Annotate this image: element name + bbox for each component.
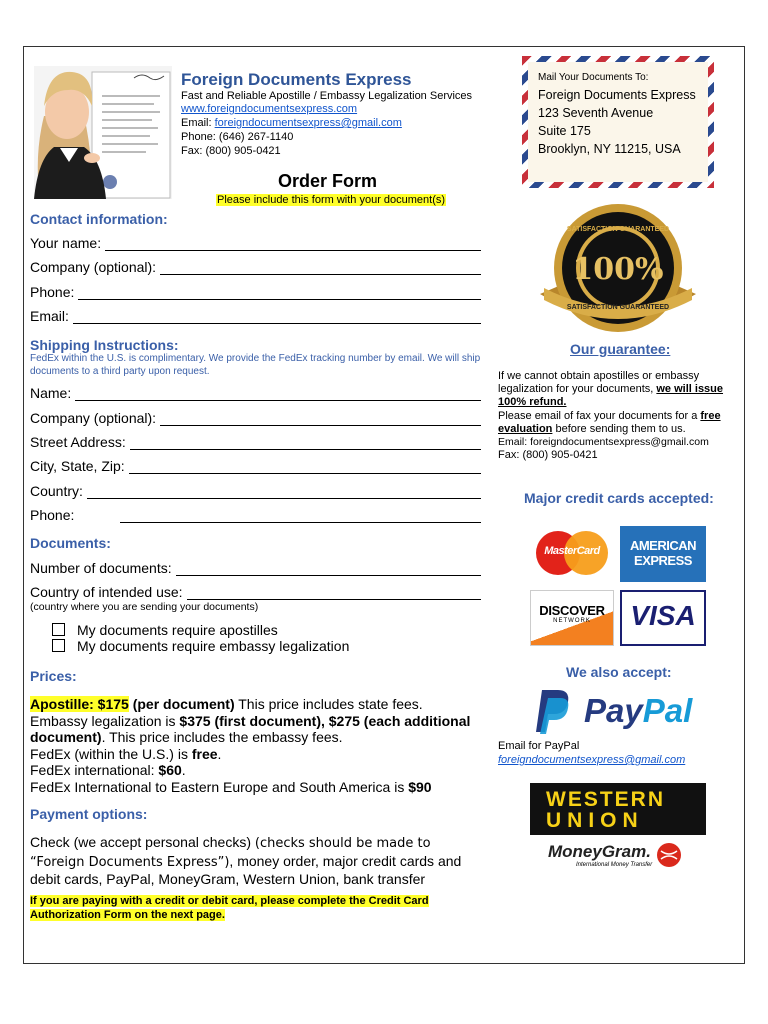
payment-text-a: Check (we accept personal checks) xyxy=(30,834,255,850)
ship-phone-line[interactable] xyxy=(120,508,481,523)
price-apostille: Apostille: $175 xyxy=(30,696,129,712)
paypal-email-link[interactable]: foreigndocumentsexpress@gmail.com xyxy=(498,754,686,766)
discover-text: DISCOVER xyxy=(539,603,605,618)
seal-bottom-text: SATISFACTION GUARANTEED xyxy=(566,304,670,311)
price-eu-b: $90 xyxy=(408,778,432,795)
price-intl-c: . xyxy=(181,762,186,778)
moneygram-globe-icon xyxy=(656,842,682,868)
ship-name-field[interactable] xyxy=(30,385,481,401)
apostille-checkbox[interactable] xyxy=(52,623,65,636)
discover-logo xyxy=(530,590,614,646)
your-name-field[interactable] xyxy=(30,235,481,251)
contact-heading: Contact information: xyxy=(30,211,168,227)
card-notice-text: If you are paying with a credit or debit card, please complete the Credit Card Authorization Form on the next page. xyxy=(30,895,429,921)
paypal-word-pal: Pal xyxy=(642,692,693,729)
ship-company-line[interactable] xyxy=(160,411,481,426)
western-union-logo xyxy=(530,783,706,835)
doc-country-field[interactable] xyxy=(30,584,481,600)
paypal-logo xyxy=(534,688,704,736)
doc-country-label: Country of intended use: xyxy=(30,584,183,600)
price-fedex-line xyxy=(30,746,480,763)
option-embassy[interactable] xyxy=(52,638,349,654)
discover-sub: NETWORK xyxy=(553,618,591,624)
price-fedex-c: . xyxy=(217,745,222,762)
paypal-word-pay: Pay xyxy=(584,692,643,729)
doc-count-line[interactable] xyxy=(176,561,481,576)
mail-line2: 123 Seventh Avenue xyxy=(538,106,654,120)
price-eu-a: FedEx International to Eastern Europe and South America is xyxy=(30,778,409,795)
contact-company-field[interactable] xyxy=(30,259,481,275)
doc-country-note: (country where you are sending your documents) xyxy=(30,601,259,613)
documents-heading: Documents: xyxy=(30,535,111,551)
visa-text: VISA xyxy=(630,600,696,631)
contact-email-line[interactable] xyxy=(73,309,481,324)
ship-name-label: Name: xyxy=(30,385,72,401)
guarantee-t4: free evaluation xyxy=(498,409,721,435)
ship-street-field[interactable] xyxy=(30,434,481,450)
mastercard-logo xyxy=(536,530,608,576)
paypal-wordmark xyxy=(584,692,692,730)
moneygram-text: MoneyGram. xyxy=(548,842,651,861)
price-apostille-line xyxy=(30,696,480,713)
option-apostille-label: My documents require apostilles xyxy=(77,622,278,638)
payment-text-c: , money order, major credit cards and debit cards, PayPal, MoneyGram, Western Union, bank transfer xyxy=(30,852,462,887)
moneygram-sub: International Money Transfer xyxy=(576,862,653,868)
shipping-heading: Shipping Instructions: xyxy=(30,337,179,353)
amex-line2: EXPRESS xyxy=(634,553,692,568)
mail-line1: Foreign Documents Express xyxy=(538,88,696,102)
also-heading: We also accept: xyxy=(566,664,672,680)
price-emb-c: . This price includes the embassy fees. xyxy=(101,729,343,745)
guarantee-fax: Fax: (800) 905-0421 xyxy=(498,449,598,462)
guarantee-text xyxy=(498,370,736,462)
contact-email-label: Email: xyxy=(30,308,69,324)
header-phone: Phone: (646) 267-1140 xyxy=(181,131,294,143)
your-name-line[interactable] xyxy=(105,236,481,251)
doc-count-label: Number of documents: xyxy=(30,560,172,576)
guarantee-t3: Please email of fax your documents for a xyxy=(498,409,701,422)
prices-text xyxy=(30,696,480,795)
mail-inner xyxy=(528,62,708,182)
satisfaction-seal xyxy=(538,202,698,337)
paypal-label: Email for PayPal xyxy=(498,740,580,752)
ship-street-label: Street Address: xyxy=(30,434,126,450)
contact-phone-field[interactable] xyxy=(30,284,481,300)
option-apostille[interactable] xyxy=(52,622,278,638)
payment-text-b: (checks should be made to “Foreign Documents Express”) xyxy=(30,836,431,870)
price-apostille-rest: This price includes state fees. xyxy=(234,696,423,712)
price-intl-b: $60 xyxy=(158,762,182,778)
your-name-label: Your name: xyxy=(30,235,102,251)
header-email-label: Email: xyxy=(181,117,212,129)
seal-big-text: 100% xyxy=(572,252,664,287)
company-name: Foreign Documents Express xyxy=(181,70,412,89)
ship-city-field[interactable] xyxy=(30,458,481,474)
price-emb-b: $375 (first document), $275 (each additional document) xyxy=(30,712,471,745)
payment-heading: Payment options: xyxy=(30,806,148,822)
ship-company-label: Company (optional): xyxy=(30,410,157,426)
contact-company-label: Company (optional): xyxy=(30,259,157,275)
wu-line1: WESTERN xyxy=(546,788,665,811)
header-email xyxy=(181,117,402,129)
ship-name-line[interactable] xyxy=(75,386,481,401)
mail-envelope xyxy=(522,56,714,188)
form-title: Order Form xyxy=(278,171,378,191)
option-embassy-label: My documents require embassy legalization xyxy=(77,638,350,654)
mastercard-text: MasterCard xyxy=(544,545,600,557)
website-link[interactable]: www.foreigndocumentsexpress.com xyxy=(181,103,358,115)
guarantee-t5: before sending them to us. xyxy=(552,422,686,435)
guarantee-t1: If we cannot obtain apostilles or embassy legalization for your documents, xyxy=(498,370,700,396)
mail-heading: Mail Your Documents To: xyxy=(538,72,649,83)
ship-city-line[interactable] xyxy=(129,459,481,474)
ship-phone-field[interactable] xyxy=(30,507,481,523)
mail-line4: Brooklyn, NY 11215, USA xyxy=(538,142,681,156)
payment-text xyxy=(30,834,478,888)
visa-logo xyxy=(620,590,706,646)
contact-phone-line[interactable] xyxy=(78,285,481,300)
tagline: Fast and Reliable Apostille / Embassy Legalization Services xyxy=(181,90,473,102)
price-emb-a: Embassy legalization is xyxy=(30,712,180,729)
prices-heading: Prices: xyxy=(30,668,77,684)
guarantee-email: Email: foreigndocumentsexpress@gmail.com xyxy=(498,436,709,449)
amex-logo xyxy=(620,526,706,582)
paypal-icon xyxy=(534,688,570,734)
ship-country-field[interactable] xyxy=(30,483,481,499)
ship-country-label: Country: xyxy=(30,483,83,499)
price-intl-line xyxy=(30,762,480,779)
card-notice xyxy=(30,894,460,922)
doc-country-line[interactable] xyxy=(187,585,481,600)
contact-phone-label: Phone: xyxy=(30,284,75,300)
price-per-doc: (per document) xyxy=(132,696,235,712)
guarantee-heading: Our guarantee: xyxy=(570,341,671,357)
photo-woman-holding-document xyxy=(34,66,172,199)
embassy-checkbox[interactable] xyxy=(52,639,65,652)
price-fedex-b: free xyxy=(191,745,218,762)
ship-city-label: City, State, Zip: xyxy=(30,458,125,474)
amex-line1: AMERICAN xyxy=(629,538,697,553)
contact-company-line[interactable] xyxy=(160,260,481,275)
shipping-note: FedEx within the U.S. is complimentary. We provide the FedEx tracking number by email. We will ship documents to a third party upon request. xyxy=(30,353,481,377)
ship-country-line[interactable] xyxy=(87,484,481,499)
contact-email-field[interactable] xyxy=(30,308,481,324)
doc-count-field[interactable] xyxy=(30,560,481,576)
price-intl-a: FedEx international: xyxy=(30,762,159,778)
ship-phone-label: Phone: xyxy=(30,507,75,523)
moneygram-logo xyxy=(548,842,688,876)
price-fedex-a: FedEx (within the U.S.) is xyxy=(30,745,192,762)
header-email-link[interactable]: foreigndocumentsexpress@gmail.com xyxy=(214,117,402,129)
price-eu-line xyxy=(30,779,480,796)
header-fax: Fax: (800) 905-0421 xyxy=(181,145,281,157)
guarantee-t2: we will issue 100% refund. xyxy=(498,383,724,409)
ship-street-line[interactable] xyxy=(130,435,481,450)
form-note: Please include this form with your document(s) xyxy=(217,194,446,206)
cards-heading: Major credit cards accepted: xyxy=(524,490,714,506)
price-embassy-line xyxy=(30,713,480,746)
mail-line3: Suite 175 xyxy=(538,124,591,138)
ship-company-field[interactable] xyxy=(30,410,481,426)
wu-line2: UNION xyxy=(546,809,644,832)
seal-top-text: SATISFACTION GUARANTEED xyxy=(566,226,670,233)
